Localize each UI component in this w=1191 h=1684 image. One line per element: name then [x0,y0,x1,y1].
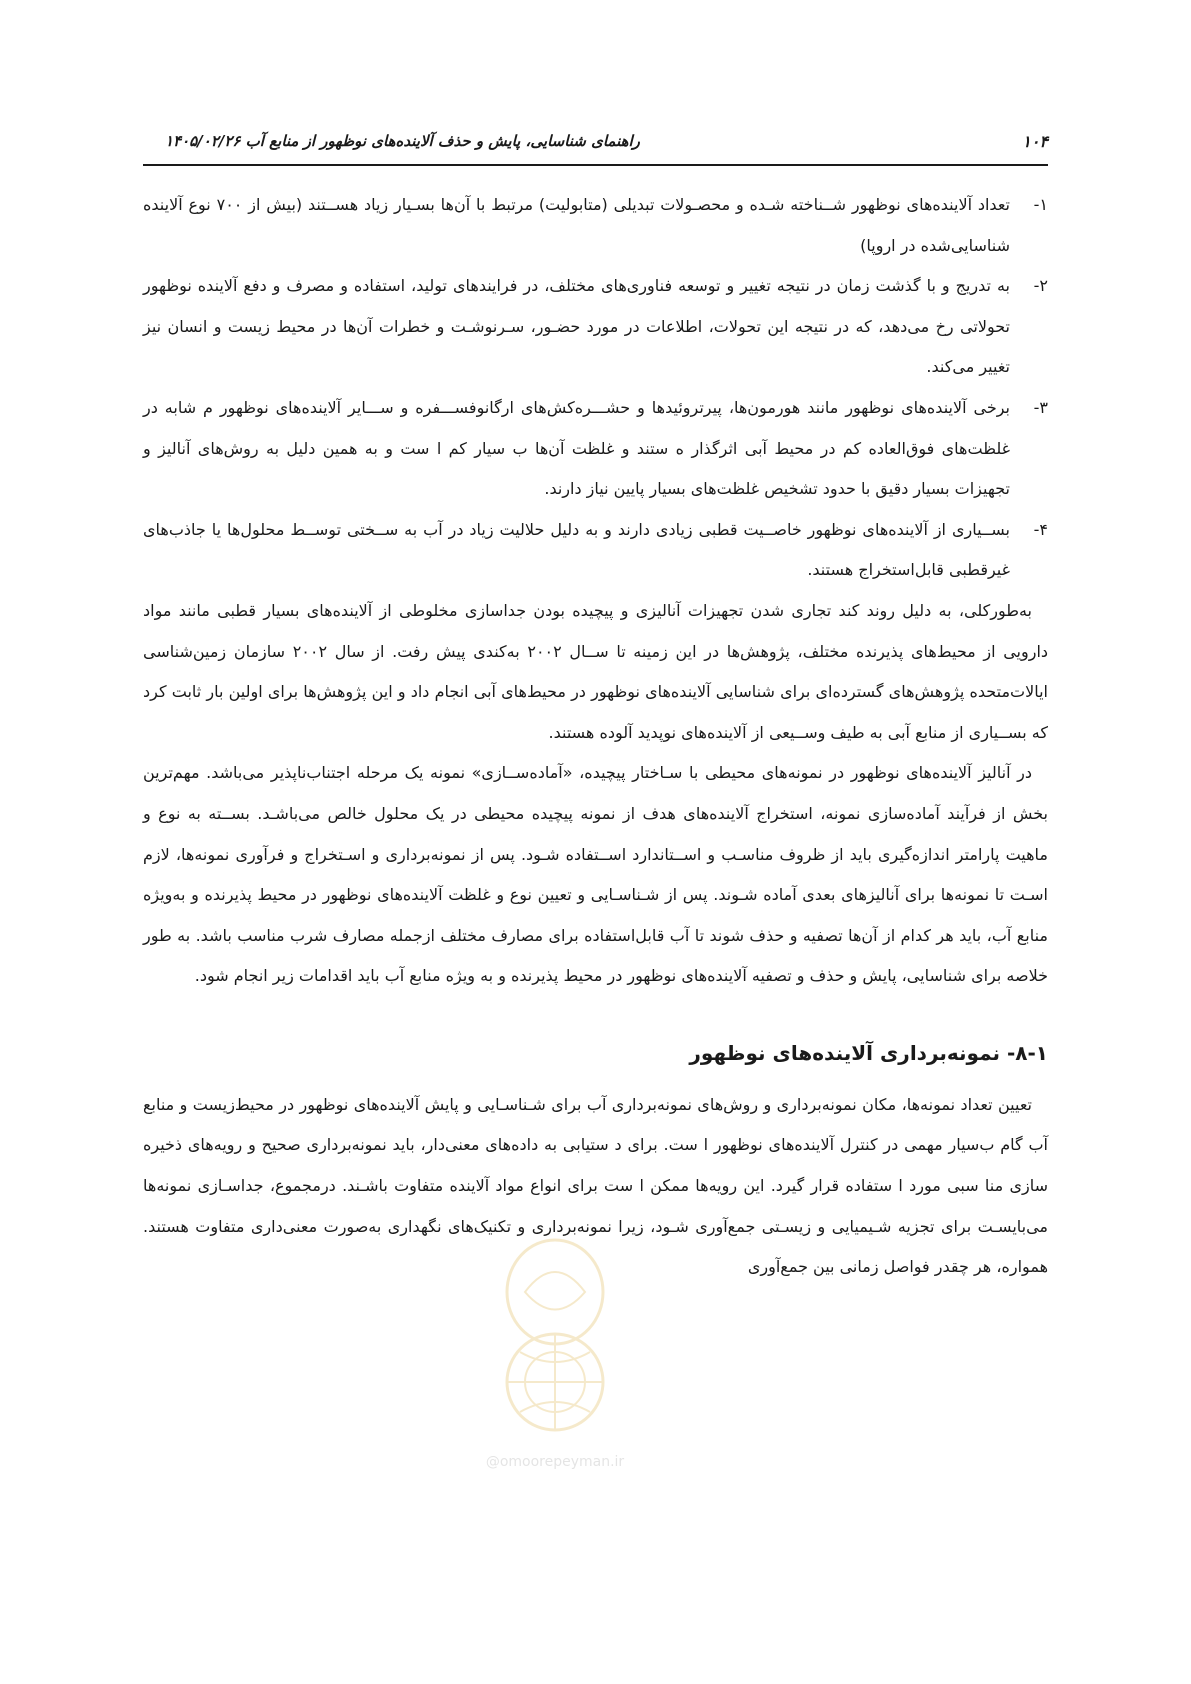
list-number: ۲- [1033,276,1048,296]
header-date: ۱۴۰۵/۰۲/۲۶ [165,132,241,150]
list-item [143,510,1048,591]
header-title: راهنمای شناسایی، پایش و حذف آلاینده‌های نوظهور از منابع آب [245,132,640,150]
section-title: نمونه‌برداری آلاینده‌های نوظهور [689,1040,1000,1065]
list-text: بســیاری از آلاینده‌های نوظهور خاصــیت قطبی زیادی دارند و به دلیل حلالیت زیاد در آب به ســختی توســط محلول‌ها یا جاذب‌های غیرقطبی قابل‌استخراج هستند. [143,519,1010,580]
watermark-url: @omoorepeyman.ir [485,1454,625,1470]
page-number: ۱۰۴ [1022,132,1048,151]
header-title-group [143,132,640,150]
list-number: ۱- [1033,195,1048,214]
section-heading [143,1033,1048,1073]
list-item [143,185,1048,266]
watermark-seal-icon [480,1232,630,1442]
list-number: ۴- [1033,519,1048,539]
running-header [143,128,1048,166]
list-item [143,266,1048,388]
section-number: ۸-۱- [1006,1040,1048,1065]
watermark-logo [480,1232,630,1470]
main-text [143,185,1048,1288]
list-item [143,388,1048,510]
paragraph: در آنالیز آلاینده‌های نوظهور در نمونه‌های محیطی با سـاختار پیچیده، «آماده‌ســازی» نمونه یک مرحله اجتناب‌ناپذیر می‌باشد. مهم‌ترین بخش از فرآیند آماده‌سازی نمونه، استخراج آلاینده‌های هدف از نمونه پیچیده محیطی در یک محلول خالص می‌باشـد. بســته به نوع و ماهیت پارامتر اندازه‌گیری باید از ظروف مناسـب و اســتاندارد اســتفاده شـود. پس از نمونه‌برداری و اسـتخراج و فرآوری نمونه‌ها، لازم اسـت تا نمونه‌ها برای آنالیزهای بعدی آماده شـوند. پس از شـناسـایی و تعیین نوع و غلظت آلاینده‌های نوظهور در محیط پذیرنده و به‌ویژه منابع آب، باید هر کدام از آن‌ها تصفیه و حذف شوند تا آب قابل‌استفاده برای مصارف مختلف ازجمله مصارف شرب مناسب باشد. به طور خلاصه برای شناسایی، پایش و حذف و تصفیه آلاینده‌های نوظهور در محیط پذیرنده و به ویژه منابع آب باید اقدامات زیر انجام شود. [143,763,1048,986]
list-text: برخی آلاینده‌های نوظهور مانند هورمون‌ها، پیرتروئیدها و حشـــره‌کش‌های ارگانوفســـفره و ســـایر آلاینده‌های نوظهور م شابه در غلظت‌های فوق‌العاده کم در محیط آبی اثرگذار ه ستند و غلظت آن‌ها ب سیار کم ا ست و به همین دلیل به روش‌های آنالیز و تجهیزات بسیار دقیق با حدود تشخیص غلظت‌های بسیار پایین نیاز دارند. [143,397,1010,499]
list-text: تعداد آلاینده‌های نوظهور شــناخته شـده و محصـولات تبدیلی (متابولیت) مرتبط با آن‌ها بسـیار زیاد هســتند (بیش از ۷۰۰ نوع آلاینده شناسایی‌شده در اروپا) [143,195,1010,255]
paragraph: به‌طورکلی، به دلیل روند کند تجاری شدن تجهیزات آنالیزی و پیچیده بودن جداسازی مخلوطی از آلاینده‌های بسیار قطبی مانند مواد دارویی از محیط‌های پذیرنده مختلف، پژوهش‌ها در این زمینه تا ســال ۲۰۰۲ به‌کندی پیش رفت. از سال ۲۰۰۲ سازمان زمین‌شناسی ایالات‌متحده پژوهش‌های گسترده‌ای برای شناسایی آلاینده‌های نوظهور در محیط‌های آبی انجام داد و این پژوهش‌ها برای اولین بار ثابت کرد که بســیاری از منابع آبی به طیف وســیعی از آلاینده‌های نوپدید آلوده هستند. [143,600,1049,742]
list-number: ۳- [1033,397,1048,417]
list-text: به تدریج و با گذشت زمان در نتیجه تغییر و توسعه فناوری‌های مختلف، در فرایندهای تولید، استفاده و مصرف و دفع آلاینده نوظهور تحولاتی رخ می‌دهد، که در نتیجه این تحولات، اطلاعات در مورد حضـور، سـرنوشـت و خطرات آن‌ها در محیط زیست و انسان نیز تغییر می‌کند. [143,276,1010,377]
paragraph: تعیین تعداد نمونه‌ها، مکان نمونه‌برداری و روش‌های نمونه‌برداری آب برای شـناسـایی و پایش آلاینده‌های نوظهور در محیط‌زیست و منابع آب گام ب‌سیار مهمی در کنترل آلاینده‌های نوظهور ا ست. برای د ستیابی به داده‌های معنی‌دار، باید نمونه‌برداری صحیح و رویه‌های ذخیره سازی منا سبی مورد ا ستفاده قرار گیرد. این رویه‌ها ممکن ا ست برای انواع مواد آلاینده متفاوت باشـند. درمجموع، جداسـازی نمونه‌ها می‌بایسـت برای تجزیه شـیمیایی و زیسـتی جمع‌آوری شـود، زیرا نمونه‌برداری و تکنیک‌های نگهداری به‌صورت معنی‌داری متفاوت هستند. همواره، هر چقدر فواصل زمانی بین جمع‌آوری [143,1094,1048,1277]
